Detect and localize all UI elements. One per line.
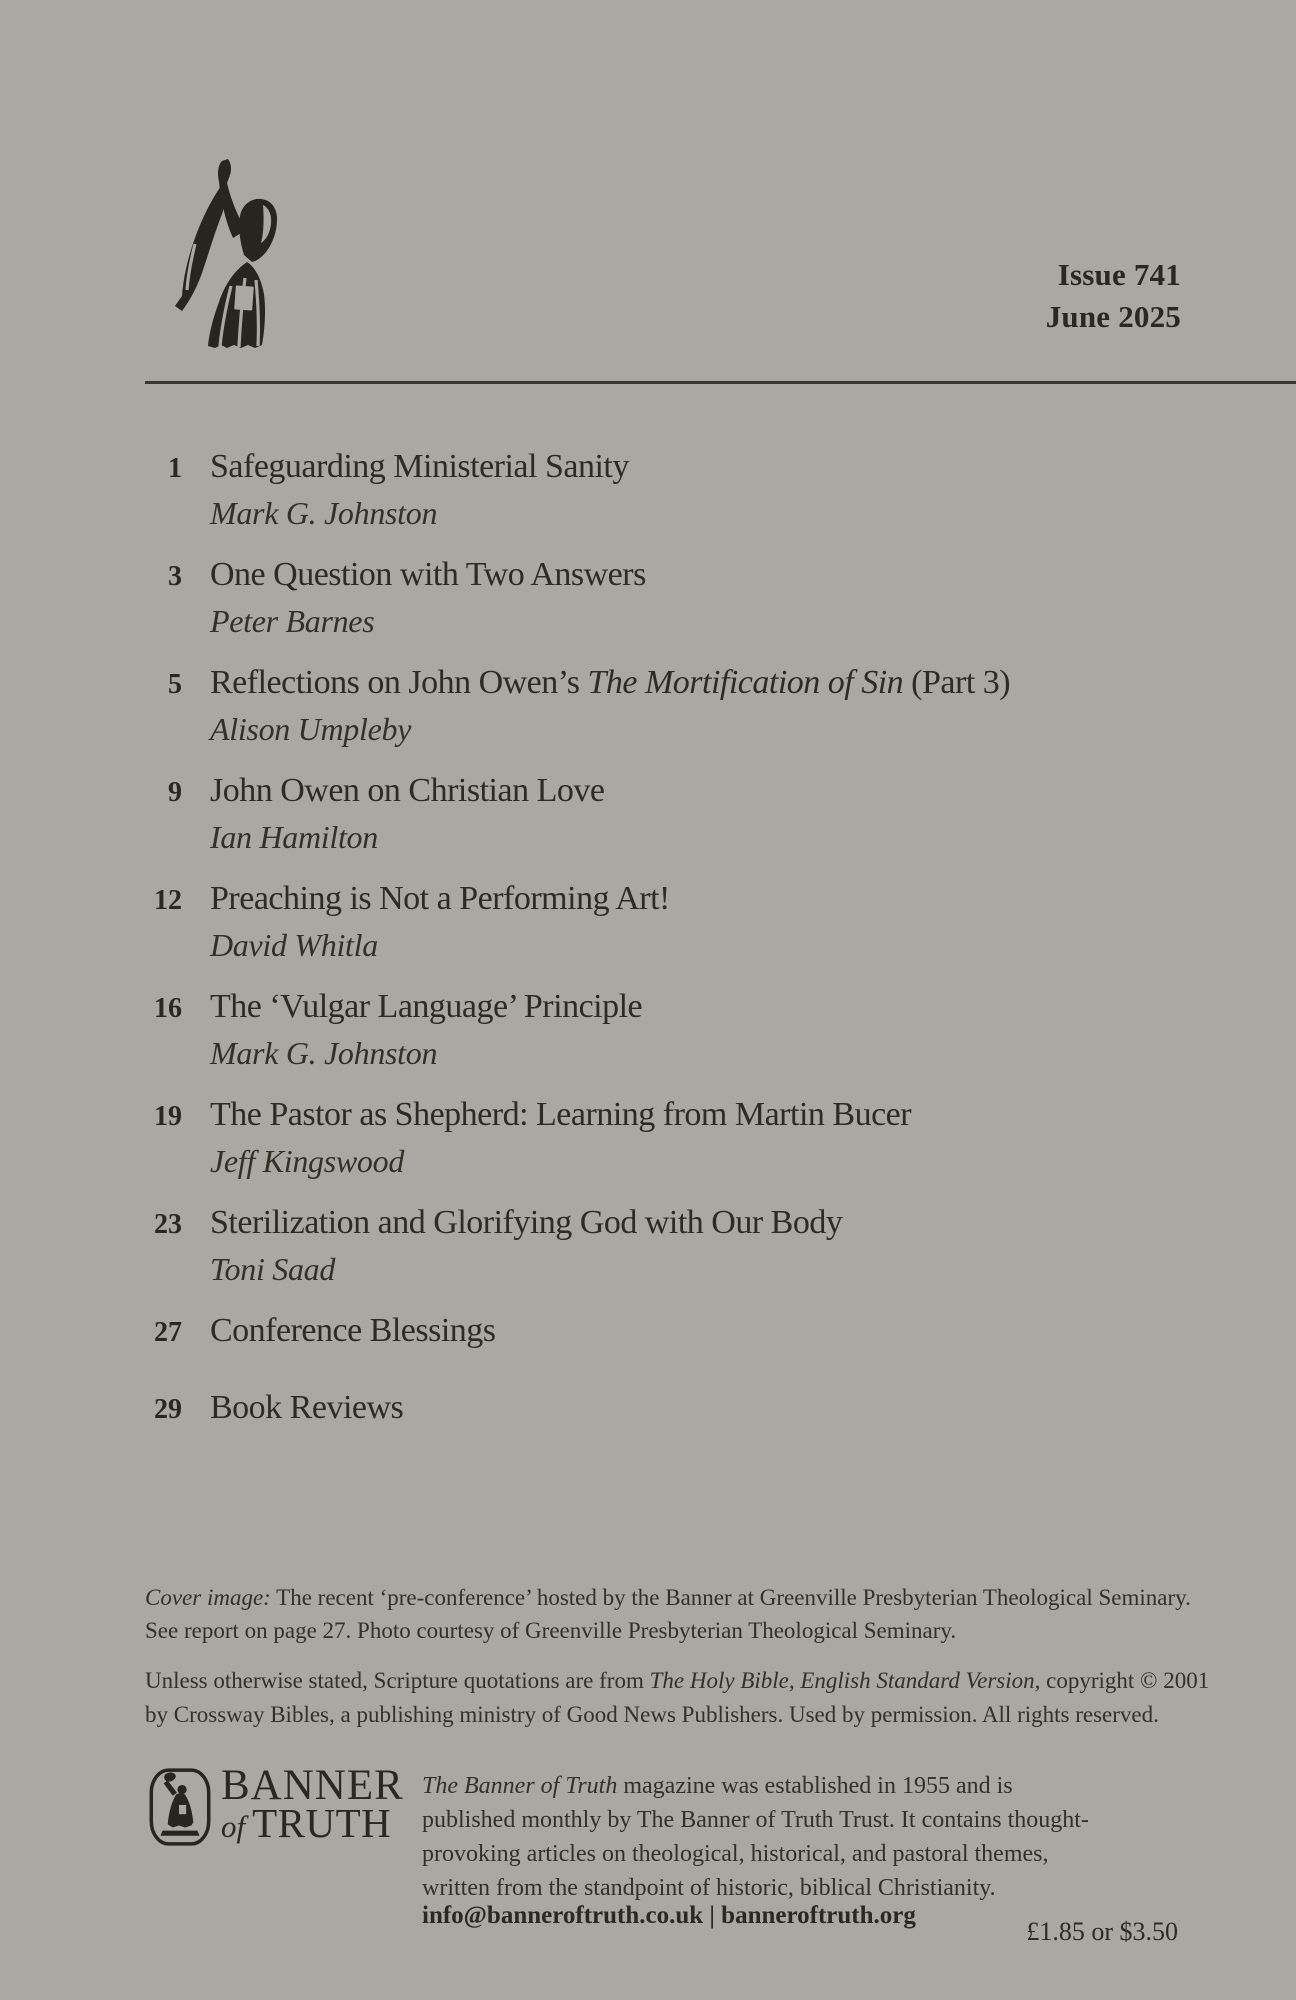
toc-author: Peter Barnes [210,603,375,639]
toc-entry [120,444,1010,536]
table-of-contents [120,444,1010,1462]
toc-entry-text [210,876,670,968]
toc-title: Book Reviews [210,1389,404,1426]
toc-title: Conference Blessings [210,1312,496,1349]
toc-entry-text [210,1092,911,1184]
toc-entry [120,984,1010,1076]
toc-title: John Owen on Christian Love [210,772,605,809]
toc-page-number: 29 [154,1394,182,1425]
toc-entry [120,1308,1010,1356]
toc-title: Sterilization and Glorifying God with Our Body [210,1204,843,1241]
wordmark-truth: TRUTH [252,1800,392,1846]
banner-of-truth-badge-icon [148,1767,212,1847]
toc-title: The Pastor as Shepherd: Learning from Martin Bucer [210,1096,912,1133]
toc-page-number: 5 [168,669,182,700]
toc-author: Mark G. Johnston [210,1035,438,1071]
toc-page-number: 9 [168,777,182,808]
toc-page-number: 1 [168,453,182,484]
toc-entry-text [210,1385,403,1433]
toc-title: Reflections on John Owen’s The Mortification of Sin (Part 3) [210,664,1011,701]
toc-entry-text [210,660,1010,752]
toc-title: Safeguarding Ministerial Sanity [210,448,629,485]
toc-entry-text [210,444,629,536]
toc-entry [120,660,1010,752]
toc-author: David Whitla [210,927,378,963]
toc-entry [120,1385,1010,1433]
toc-title: One Question with Two Answers [210,556,646,593]
pointing-figure-icon [147,158,297,348]
issue-info [1046,254,1181,338]
header-divider [145,381,1296,384]
wordmark-of-truth [221,1800,404,1846]
toc-entry-text [210,984,642,1076]
toc-entry [120,768,1010,860]
banner-of-truth-wordmark [221,1762,404,1846]
toc-entry [120,1092,1010,1184]
toc-page-number: 3 [168,561,182,592]
toc-page-number: 16 [154,993,182,1024]
toc-entry [120,552,1010,644]
toc-entry-text [210,1308,496,1356]
toc-author: Ian Hamilton [210,819,378,855]
toc-page-number: 19 [154,1101,182,1132]
cover-image-caption: Cover image: The recent ‘pre-conference’ hosted by the Banner at Greenville Presbyterian Theological Seminary. See report on page 27. Photo courtesy of Greenville Presbyterian Theological Seminary. [145,1585,1191,1643]
toc-entry-text [210,552,646,644]
toc-title: The ‘Vulgar Language’ Principle [210,988,643,1025]
toc-entry-text [210,1200,842,1292]
toc-entry [120,1200,1010,1292]
toc-entry [120,876,1010,968]
scripture-notice: Unless otherwise stated, Scripture quotations are from The Holy Bible, English Standard Version, copyright © 2001 by Crossway Bibles, a publishing ministry of Good News Publishers. Used by permission. All rights reserved. [145,1668,1210,1727]
toc-author: Jeff Kingswood [210,1143,405,1179]
contact-line: info@banneroftruth.co.uk | banneroftruth.org [422,1902,916,1929]
issue-number: Issue 741 [1057,257,1181,292]
issue-date: June 2025 [1045,299,1181,334]
toc-author: Alison Umpleby [210,711,412,747]
price: £1.85 or $3.50 [1026,1917,1178,1946]
toc-author: Toni Saad [210,1251,336,1287]
toc-page-number: 23 [154,1209,182,1240]
magazine-description: The Banner of Truth magazine was established in 1955 and is published monthly by The Banner of Truth Trust. It contains thought- provoking articles on theological, historical, and pastoral themes, written from the standpoint of historic, biblical Christianity. [422,1773,1089,1901]
toc-page-number: 12 [154,885,182,916]
toc-entry-text [210,768,604,860]
wordmark-banner: BANNER [221,1762,404,1809]
toc-author: Mark G. Johnston [210,495,438,531]
toc-page-number: 27 [154,1317,182,1348]
toc-title: Preaching is Not a Performing Art! [210,880,670,917]
wordmark-of: of [221,1809,246,1844]
